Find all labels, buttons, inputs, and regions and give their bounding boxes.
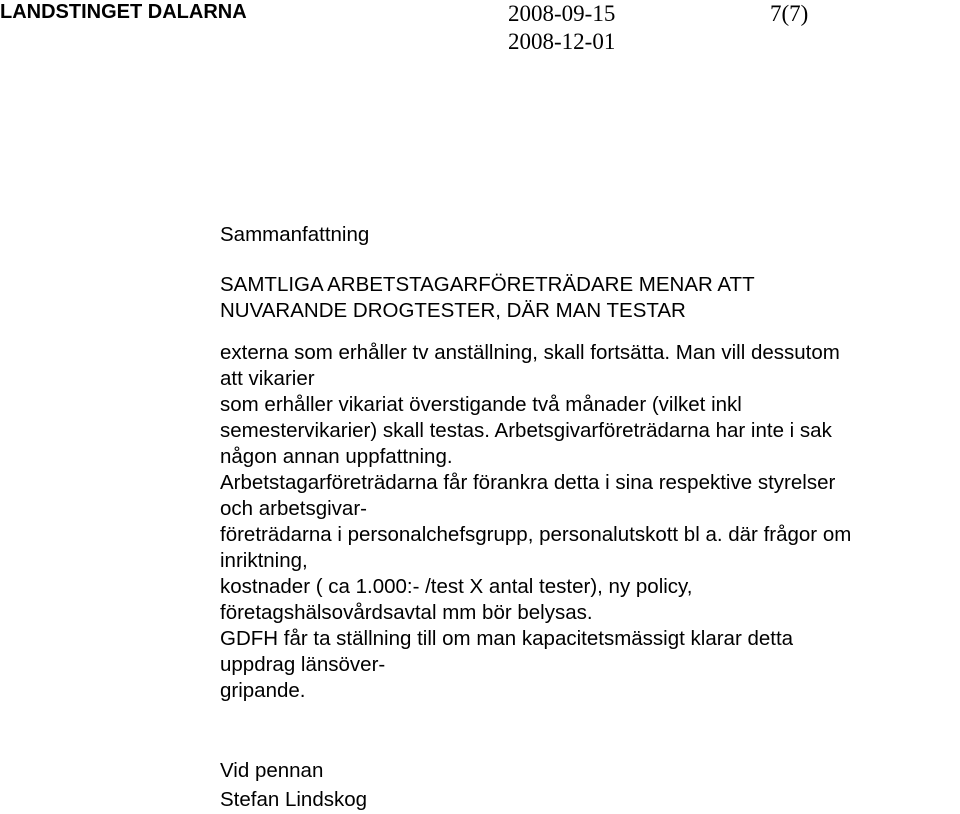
caps-line: NUVARANDE DROGTESTER, DÄR MAN TESTAR <box>220 299 686 322</box>
body-line: företrädarna i personalchefsgrupp, personalutskott bl a. där frågor om <box>220 523 852 546</box>
body-line: Arbetstagarföreträdarna får förankra detta i sina respektive styrelser <box>220 471 836 494</box>
body-line: gripande. <box>220 679 306 702</box>
body-line: och arbetsgivar- <box>220 497 367 520</box>
signature-name: Stefan Lindskog <box>220 788 368 811</box>
body-line: som erhåller vikariat överstigande två månader (vilket inkl <box>220 393 742 416</box>
signature-line-1: Vid pennan <box>220 759 324 782</box>
signature-block <box>220 756 367 814</box>
body-line: företagshälsovårdsavtal mm bör belysas. <box>220 601 593 624</box>
body-line: GDFH får ta ställning till om man kapacitetsmässigt klarar detta <box>220 627 794 650</box>
document-date-2: 2008-12-01 <box>508 29 616 54</box>
body-line: någon annan uppfattning. <box>220 445 453 468</box>
body-line: inriktning, <box>220 549 308 572</box>
body-line: semestervikarier) skall testas. Arbetsgivarföreträdarna har inte i sak <box>220 419 832 442</box>
section-heading: Sammanfattning <box>220 223 370 246</box>
caps-paragraph <box>220 272 755 324</box>
body-line: externa som erhåller tv anställning, skall fortsätta. Man vill dessutom <box>220 341 840 364</box>
caps-line: SAMTLIGA ARBETSTAGARFÖRETRÄDARE MENAR ATT <box>220 273 755 296</box>
body-paragraph <box>220 340 851 704</box>
body-line: uppdrag länsöver- <box>220 653 386 676</box>
body-line: kostnader ( ca 1.000:- /test X antal tester), ny policy, <box>220 575 693 598</box>
page-number: 7(7) <box>770 1 809 26</box>
document-date-1: 2008-09-15 <box>508 1 616 26</box>
body-line: att vikarier <box>220 367 315 390</box>
organization-name: LANDSTINGET DALARNA <box>0 1 247 23</box>
